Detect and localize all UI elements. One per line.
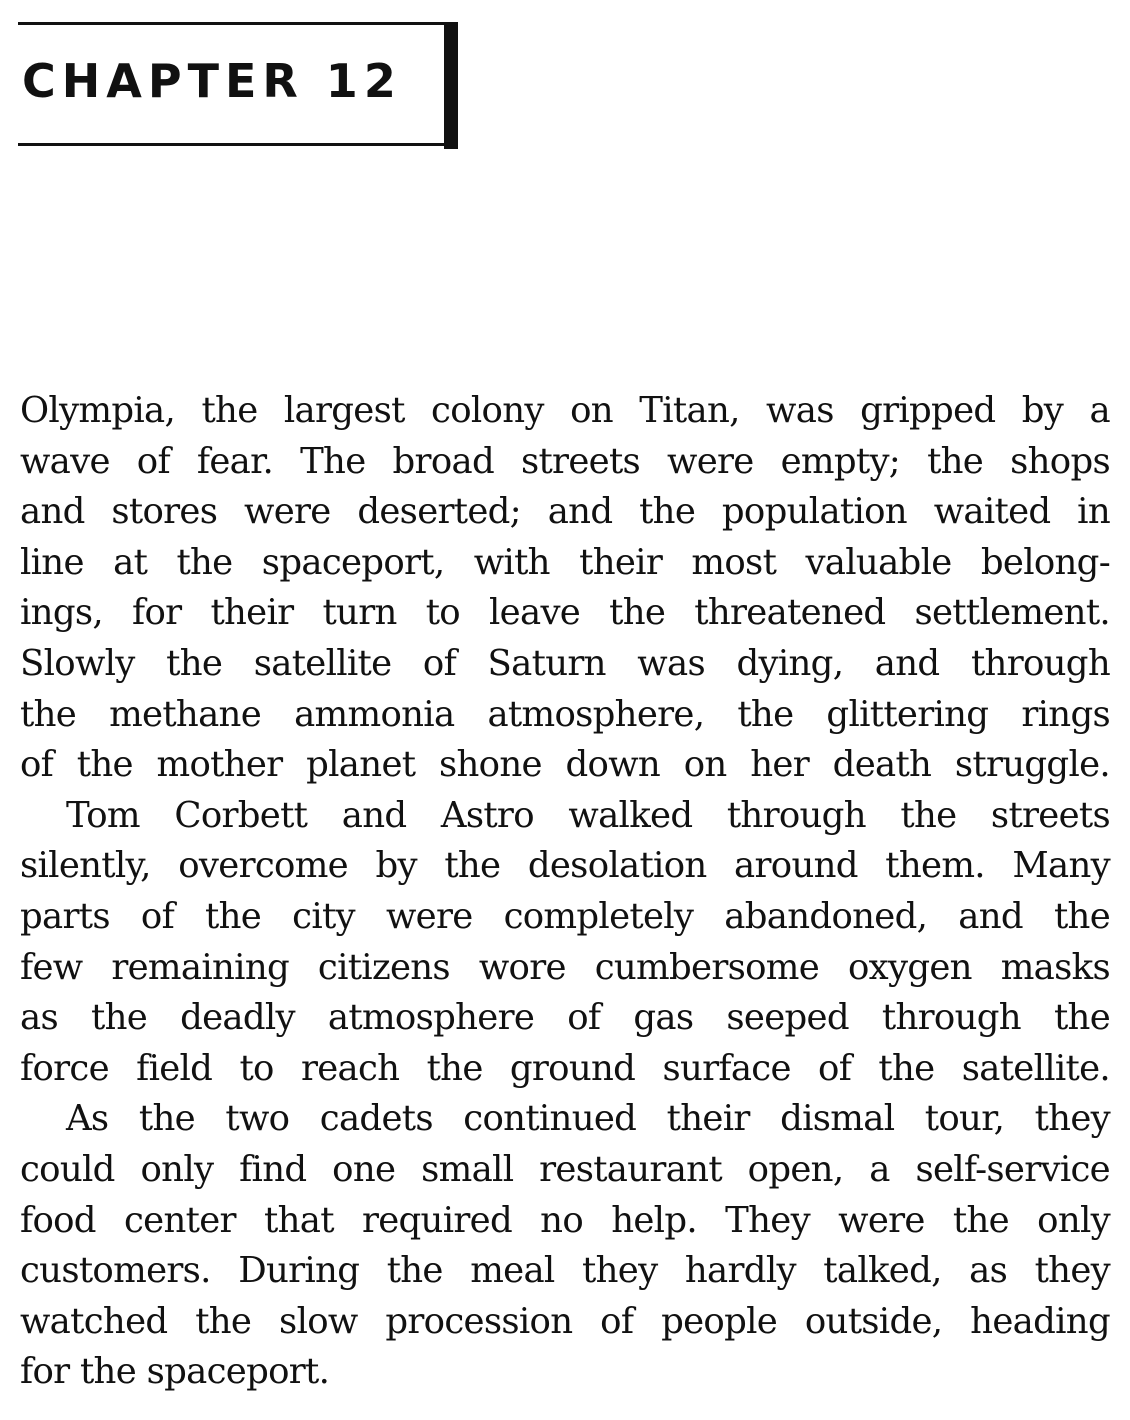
text-line: of the mother planet shone down on her death struggle. [20, 744, 1110, 786]
text-line: Olympia, the largest colony on Titan, was gripped by a [20, 390, 1110, 431]
chapter-title: CHAPTER 12 [22, 54, 402, 108]
chapter-heading-box [18, 22, 458, 146]
chapter-box-right-bar [444, 22, 458, 149]
text-line: As the two cadets continued their dismal tour, they [66, 1098, 1110, 1140]
text-line: wave of fear. The broad streets were empty; the shops [20, 440, 1110, 482]
text-line: and stores were deserted; and the population waited in [20, 491, 1110, 533]
text-line: ings, for their turn to leave the threatened settlement. [20, 592, 1110, 634]
paragraph-1 [20, 386, 1110, 791]
text-line: few remaining citizens wore cumbersome oxygen masks [20, 946, 1110, 988]
text-line: watched the slow procession of people outside, heading [20, 1300, 1110, 1342]
text-line: the methane ammonia atmosphere, the glittering rings [20, 693, 1110, 735]
paragraph-3 [20, 1094, 1110, 1398]
paragraph-2 [20, 791, 1110, 1095]
text-line: could only find one small restaurant open, a self-service [20, 1148, 1110, 1190]
text-line: silently, overcome by the desolation around them. Many [20, 845, 1110, 887]
text-line: for the spaceport. [20, 1351, 330, 1393]
text-line: Tom Corbett and Astro walked through the streets [66, 794, 1110, 836]
text-line: Slowly the satellite of Saturn was dying, and through [20, 642, 1110, 684]
chapter-body [20, 386, 1110, 1398]
text-line: line at the spaceport, with their most valuable belong- [20, 541, 1110, 583]
text-line: food center that required no help. They were the only [20, 1199, 1110, 1241]
text-line: customers. During the meal they hardly talked, as they [20, 1250, 1110, 1292]
text-line: parts of the city were completely abandoned, and the [20, 895, 1110, 937]
text-line: as the deadly atmosphere of gas seeped through the [20, 997, 1110, 1039]
text-line: force field to reach the ground surface of the satellite. [20, 1047, 1110, 1089]
